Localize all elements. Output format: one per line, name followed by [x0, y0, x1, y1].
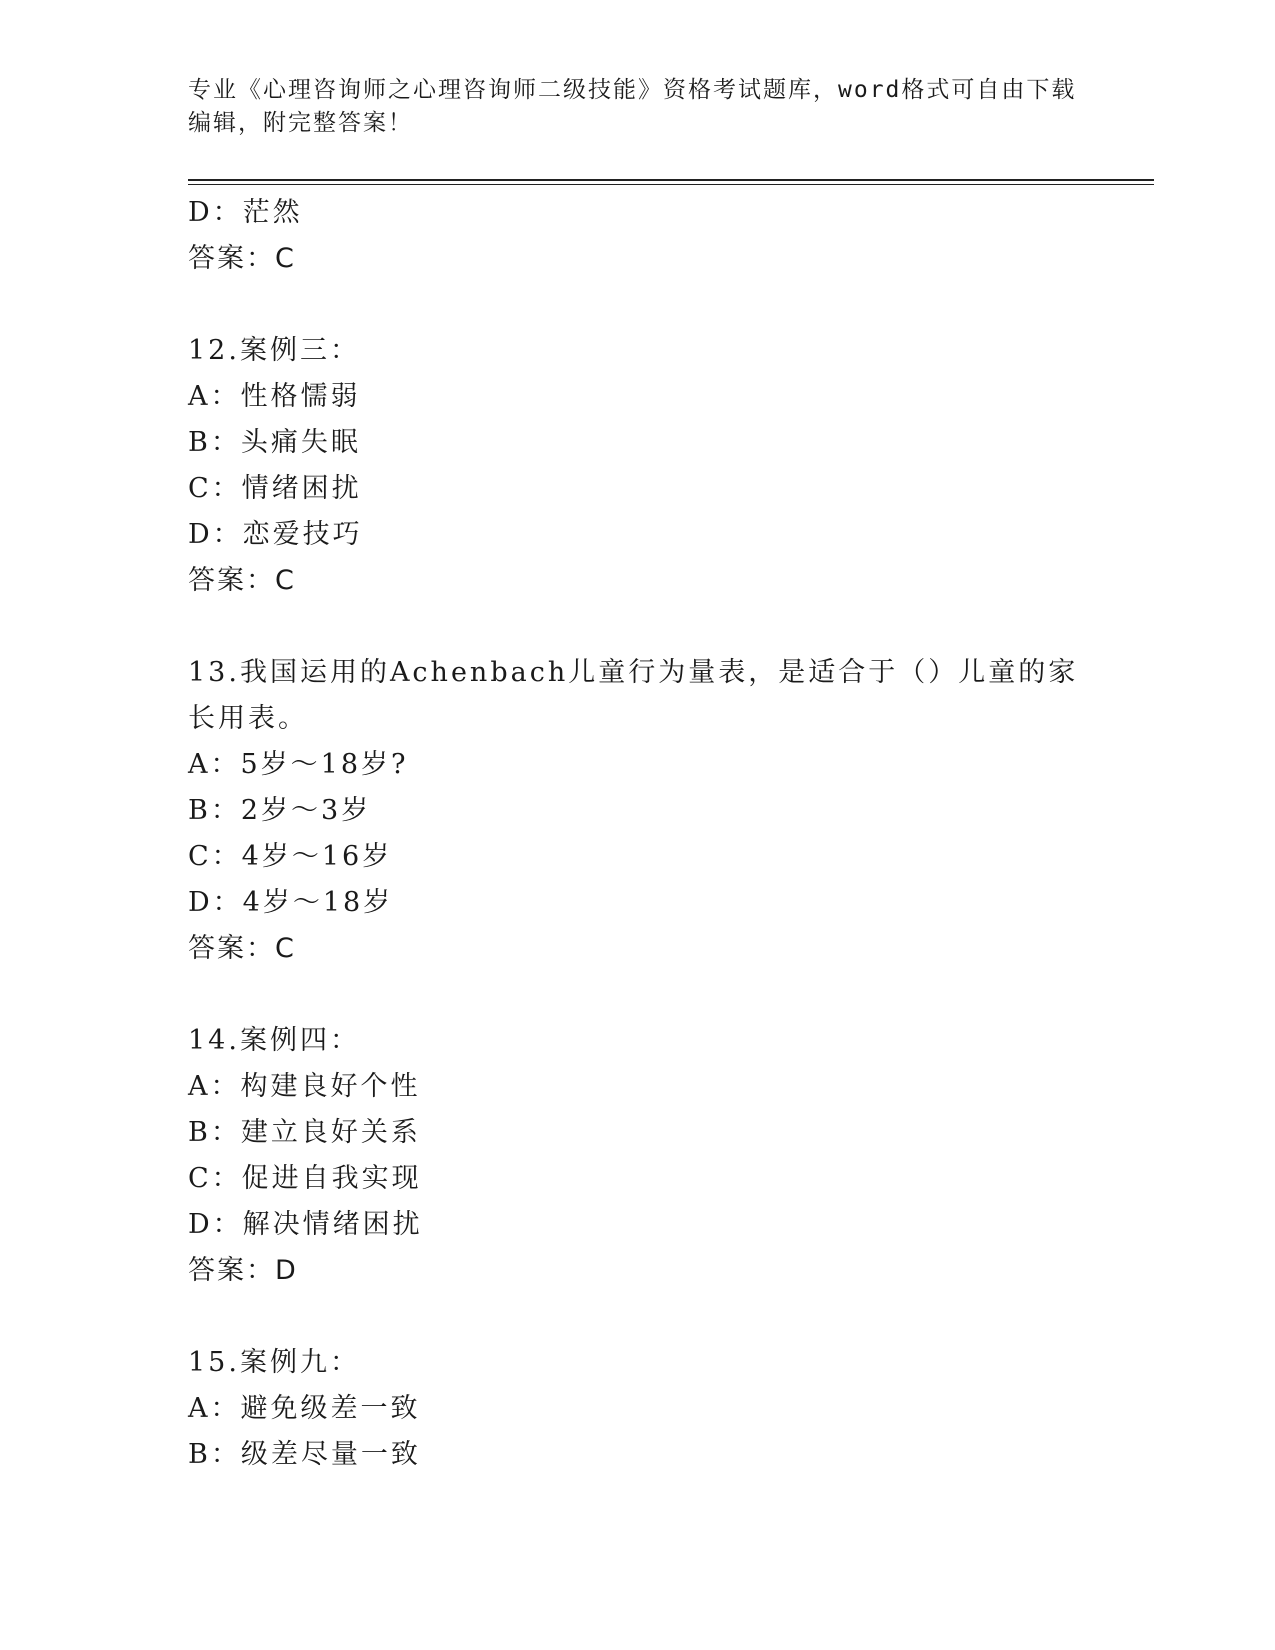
header-line-2: 编辑，附完整答案！ — [188, 110, 413, 136]
option-d: D：解决情绪困扰 — [188, 1209, 423, 1240]
question-stem: 15.案例九： — [188, 1347, 360, 1378]
answer-line: 答案：C — [188, 565, 296, 596]
spacer — [188, 282, 1088, 328]
document-header — [188, 74, 1088, 140]
question-block-12 — [188, 328, 1088, 604]
answer-line: 答案：D — [188, 1255, 298, 1286]
option-c: C：促进自我实现 — [188, 1163, 422, 1194]
option-b: B：建立良好关系 — [188, 1117, 421, 1148]
option-a: A：构建良好个性 — [188, 1071, 421, 1102]
question-block-15 — [188, 1340, 1088, 1478]
option-b: B：2岁～3岁 — [188, 795, 372, 826]
question-list — [188, 190, 1088, 1478]
spacer — [188, 1294, 1088, 1340]
spacer — [188, 972, 1088, 1018]
option-c: C：情绪困扰 — [188, 473, 362, 504]
carryover-answer: 答案：C — [188, 243, 296, 274]
header-divider-thick — [188, 179, 1154, 181]
carryover-option-d: D：茫然 — [188, 197, 303, 228]
question-stem: 13.我国运用的Achenbach儿童行为量表，是适合于（）儿童的家长用表。 — [188, 657, 1079, 734]
question-block-13 — [188, 650, 1088, 972]
header-line-1: 专业《心理咨询师之心理咨询师二级技能》资格考试题库，word格式可自由下载 — [188, 77, 1077, 103]
spacer — [188, 604, 1088, 650]
option-d: D：恋爱技巧 — [188, 519, 363, 550]
answer-line: 答案：C — [188, 933, 296, 964]
header-divider-thin — [188, 184, 1154, 185]
question-block-14 — [188, 1018, 1088, 1294]
option-b: B：级差尽量一致 — [188, 1439, 421, 1470]
option-a: A：避免级差一致 — [188, 1393, 421, 1424]
question-stem: 12.案例三： — [188, 335, 360, 366]
option-a: A：性格懦弱 — [188, 381, 361, 412]
option-c: C：4岁～16岁 — [188, 841, 393, 872]
option-a: A：5岁～18岁? — [188, 749, 409, 780]
question-stem: 14.案例四： — [188, 1025, 360, 1056]
option-b: B：头痛失眠 — [188, 427, 361, 458]
option-d: D：4岁～18岁 — [188, 887, 394, 918]
